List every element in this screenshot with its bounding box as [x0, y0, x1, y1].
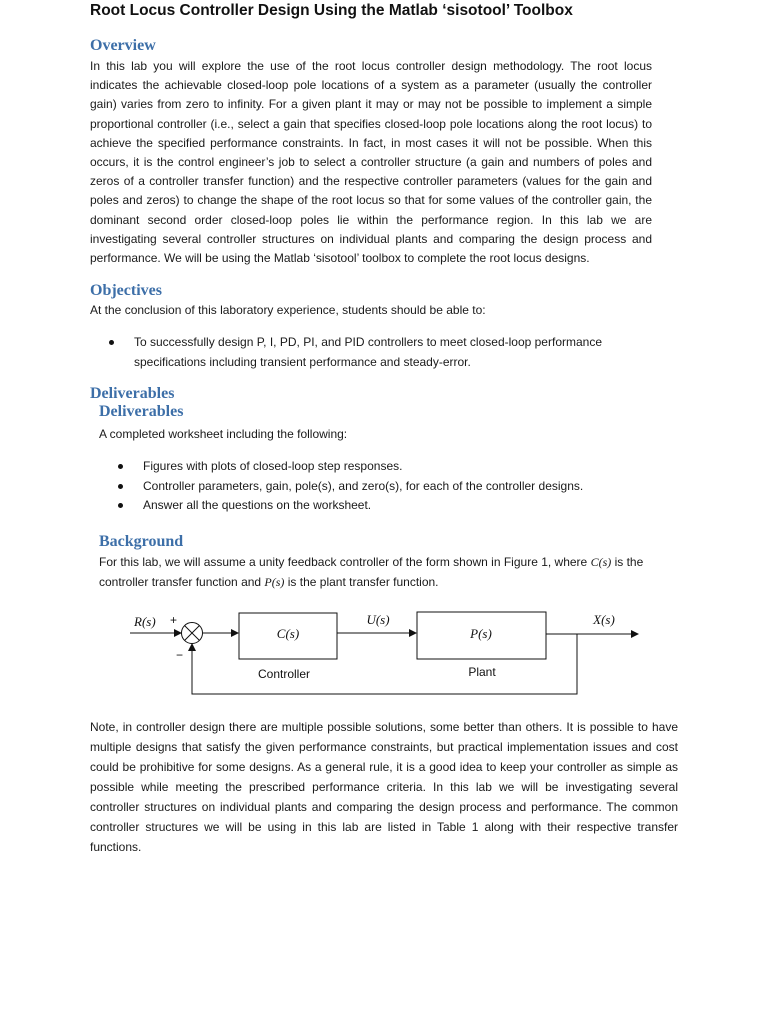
note-paragraph: Note, in controller design there are multiple possible solutions, some better than others. It is possible to have multiple designs that satisfy the given performance constraints, but practical implementation issues and cost could be prohibitive for some designs. As a general rule, it is a good idea to keep your controller as simple as possible while meeting the prescribed performance criteria. In this lab we will be investigating several controller structures on individual plants and comparing the design process and performance. The common controller structures we will be using in this lab are listed in Table 1 along with their respective transfer functions. — [90, 720, 678, 854]
bullet-icon — [118, 464, 123, 469]
math-c-s: C(s) — [590, 555, 612, 569]
list-item — [116, 496, 636, 516]
deliverables-ghost-heading: Deliverables — [90, 386, 175, 398]
overview-paragraph: In this lab you will explore the use of the root locus controller design methodology. The root locus indicates the achievable closed-loop pole locations of a system as a parameter (usually the controller gain) varies from zero to infinity. For a given plant it may or may not be possible to implement a simple proportional controller (i.e., select a gain that specifies closed-loop pole locations along the root locus) to achieve the specified performance constraints. In fact, in most cases it will not be possible. When this occurs, it is the control engineer’s job to select a controller structure (a gain and numbers of poles and zeros of a controller transfer function) and the respective controller parameters (values for the gain and poles and zeros) to change the shape of the root locus so that for some values of the controller gain, the dominant second order closed-loop poles lie within the performance region. In this lab we are investigating several controller structures on individual plants and comparing the design process and performance. We will be using the Matlab ‘sisotool’ toolbox to complete the root locus designs. — [90, 59, 652, 266]
list-item-text: Figures with plots of closed-loop step responses. — [143, 459, 403, 473]
block-diagram — [120, 604, 650, 700]
background-line-1 — [99, 555, 643, 570]
bullet-icon — [118, 484, 123, 489]
bullet-icon — [118, 503, 123, 508]
controller-label: Controller — [257, 667, 311, 681]
plant-tf: P(s) — [470, 626, 492, 641]
bullet-icon — [109, 340, 114, 345]
list-item-text: To successfully design P, I, PD, PI, and PID controllers to meet closed-loop performance specifications including transient performance and steady-error. — [134, 335, 602, 369]
deliverables-intro: A completed worksheet including the following: — [99, 427, 348, 441]
objectives-heading: Objectives — [90, 282, 162, 299]
background-line-2 — [99, 575, 439, 590]
deliverables-heading: Deliverables — [99, 403, 184, 420]
list-item — [116, 457, 636, 477]
output-label: X(s) — [593, 612, 615, 627]
document-title: Root Locus Controller Design Using the Matlab ‘sisotool’ Toolbox — [90, 2, 573, 19]
deliverables-list — [116, 457, 636, 516]
summing-junction — [182, 623, 203, 644]
list-item — [107, 333, 607, 372]
plant-label: Plant — [468, 665, 496, 679]
objectives-intro: At the conclusion of this laboratory experience, students should be able to: — [90, 303, 486, 317]
text-segment: is the plant transfer function. — [284, 575, 439, 589]
controller-tf: C(s) — [276, 626, 300, 641]
overview-heading: Overview — [90, 37, 156, 54]
control-signal-label: U(s) — [366, 612, 390, 627]
list-item — [116, 477, 636, 497]
math-p-s: P(s) — [264, 575, 285, 589]
objectives-list — [107, 333, 607, 372]
list-item-text: Answer all the questions on the worksheet. — [143, 498, 372, 512]
text-segment: is the — [611, 555, 644, 569]
minus-sign: − — [176, 648, 184, 662]
input-label: R(s) — [134, 614, 156, 629]
text-segment: controller transfer function and — [99, 575, 265, 589]
plus-sign: + — [170, 613, 178, 627]
text-segment: For this lab, we will assume a unity feedback controller of the form shown in Figure 1, where — [99, 555, 591, 569]
background-heading: Background — [99, 533, 184, 550]
list-item-text: Controller parameters, gain, pole(s), and zero(s), for each of the controller designs. — [143, 478, 584, 493]
